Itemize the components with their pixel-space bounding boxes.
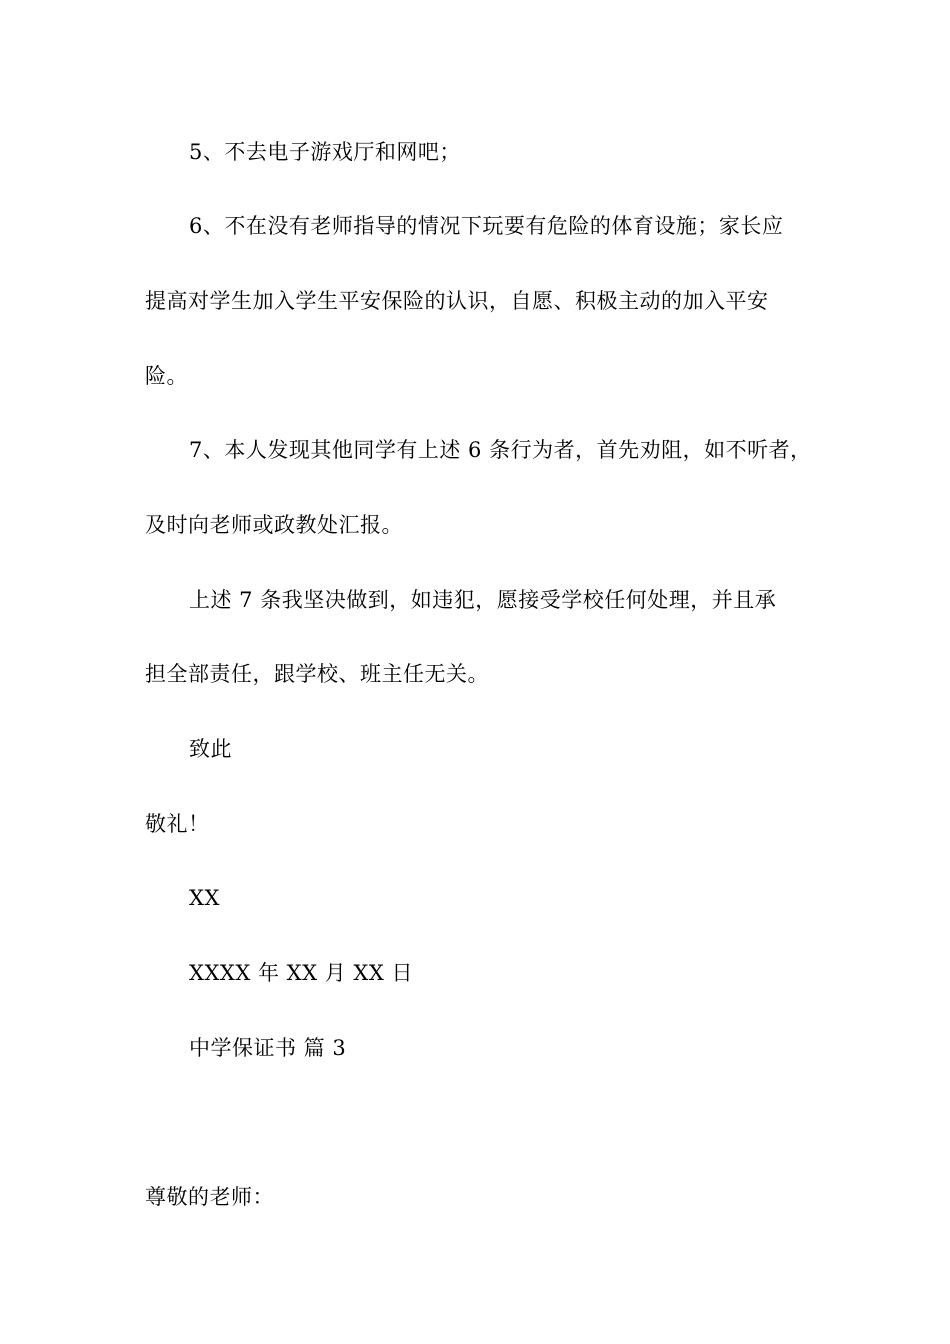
paragraph-line-item-7-cont: 及时向老师或政教处汇报。 — [145, 513, 403, 537]
paragraph-line-summary: 上述 7 条我坚决做到，如违犯，愿接受学校任何处理，并且承 — [189, 588, 777, 612]
paragraph-line-summary-cont: 担全部责任，跟学校、班主任无关。 — [145, 662, 489, 686]
signature-name: XX — [189, 886, 220, 910]
section-heading: 中学保证书 篇 3 — [189, 1036, 347, 1060]
paragraph-line-item-5: 5、不去电子游戏厅和网吧； — [189, 140, 461, 164]
signature-date: XXXX 年 XX 月 XX 日 — [189, 961, 413, 985]
paragraph-line-item-7: 7、本人发现其他同学有上述 6 条行为者，首先劝阻，如不听者， — [189, 438, 812, 462]
letter-greeting: 尊敬的老师： — [145, 1185, 274, 1209]
paragraph-line-item-6-cont: 提高对学生加入学生平安保险的认识，自愿、积极主动的加入平安 — [145, 289, 769, 313]
closing-salutation: 致此 — [189, 737, 232, 761]
closing-regards: 敬礼！ — [145, 812, 210, 836]
paragraph-line-item-6: 6、不在没有老师指导的情况下玩要有危险的体育设施；家长应 — [189, 214, 784, 238]
paragraph-line-item-6-end: 险。 — [145, 364, 188, 388]
